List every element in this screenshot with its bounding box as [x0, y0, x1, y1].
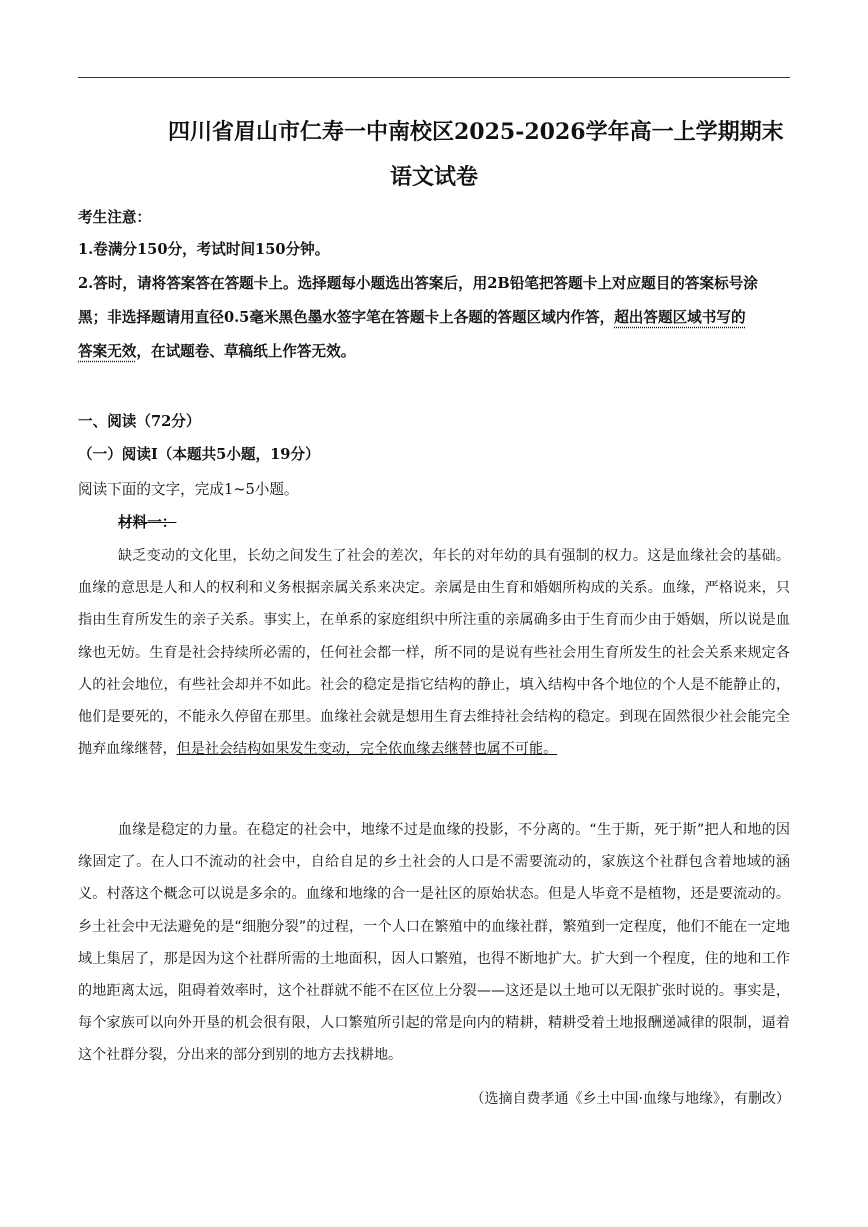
passage-paragraph-2: 血缘是稳定的力量。在稳定的社会中，地缘不过是血缘的投影，不分离的。“生于斯，死于斯”把人和地的因缘固定了。在人口不流动的社会中，自给自足的乡土社会的人口是不需要流动的，家族这个社群包含着地域的涵义。村落这个概念可以说是多余的。血缘和地缘的合一是社区的原始状态。但是人毕竟不是植物，还是要流动的。乡土社会中无法避免的是“细胞分裂”的过程，一个人口在繁殖中的血缘社群，繁殖到一定程度，他们不能在一定地域上集居了，那是因为这个社群所需的土地面积，因人口繁殖，也得不断地扩大。扩大到一个程度，住的地和工作的地距离太远，阻碍着效率时，这个社群就不能不在区位上分裂——这还是以土地可以无限扩张时说的。事实是，每个家族可以向外开垦的机会很有限，人口繁殖所引起的常是向内的精耕，精耕受着土地报酬递减律的限制，逼着这个社群分裂，分出来的部分到别的地方去找耕地。	[78, 822, 790, 1064]
notice-item-2-line3	[78, 340, 355, 361]
material-label: 材料一：	[118, 514, 177, 531]
notice-heading: 考生注意：	[78, 209, 151, 226]
exam-title-line1: 四川省眉山市仁寿一中南校区2025-2026学年高一上学期期末	[168, 119, 784, 145]
notice-item-2-line2-text: 黑；非选择题请用直径0.5毫米黑色墨水签字笔在答题卡上各题的答题区域内作答，	[78, 309, 615, 326]
notice-item-2-line2	[78, 306, 746, 327]
exam-title-line2: 语文试卷	[389, 164, 478, 190]
source-citation: （选摘自费孝通《乡土中国·血缘与地缘》，有删改）	[470, 1091, 790, 1107]
passage-paragraph-1	[78, 540, 790, 765]
instruction-text: 阅读下面的文字，完成1~5小题。	[78, 481, 299, 498]
notice-item-2-line3-text: ，在试题卷、草稿纸上作答无效。	[136, 343, 356, 360]
notice-item-2-line1: 2.答时，请将答案答在答题卡上。选择题每小题选出答案后，用2B铅笔把答题卡上对应题目的答案标号涂	[78, 275, 758, 292]
subsection-heading: （一）阅读Ⅰ（本题共5小题，19分）	[78, 446, 320, 463]
underlined-sentence: 但是社会结构如果发生变动，完全依血缘去继替也属不可能。	[176, 741, 558, 758]
paragraph-1-text: 缺乏变动的文化里，长幼之间发生了社会的差次，年长的对年幼的具有强制的权力。这是血缘社会的基础。血缘的意思是人和人的权利和义务根据亲属关系来决定。亲属是由生育和婚姻所构成的关系。血缘，严格说来，只指由生育所发生的亲子关系。事实上，在单系的家庭组织中所注重的亲属确多由于生育而少由于婚姻，所以说是血缘也无妨。生育是社会持续所必需的，任何社会都一样，所不同的是说有些社会用生育所发生的社会关系来规定各人的社会地位，有些社会却并不如此。社会的稳定是指它结构的静止，填入结构中各个地位的个人是不能静止的，他们是要死的，不能永久停留在那里。血缘社会就是想用生育去维持社会结构的稳定。到现在固然很少社会能完全抛弃血缘继替，	[78, 548, 790, 758]
notice-item-1: 1.卷满分150分，考试时间150分钟。	[78, 241, 330, 258]
header-rule	[78, 77, 790, 78]
emphasis-dotted-text: 超出答题区域书写的	[614, 309, 746, 326]
section-heading: 一、阅读（72分）	[78, 413, 201, 430]
emphasis-dotted-text: 答案无效	[78, 343, 137, 360]
